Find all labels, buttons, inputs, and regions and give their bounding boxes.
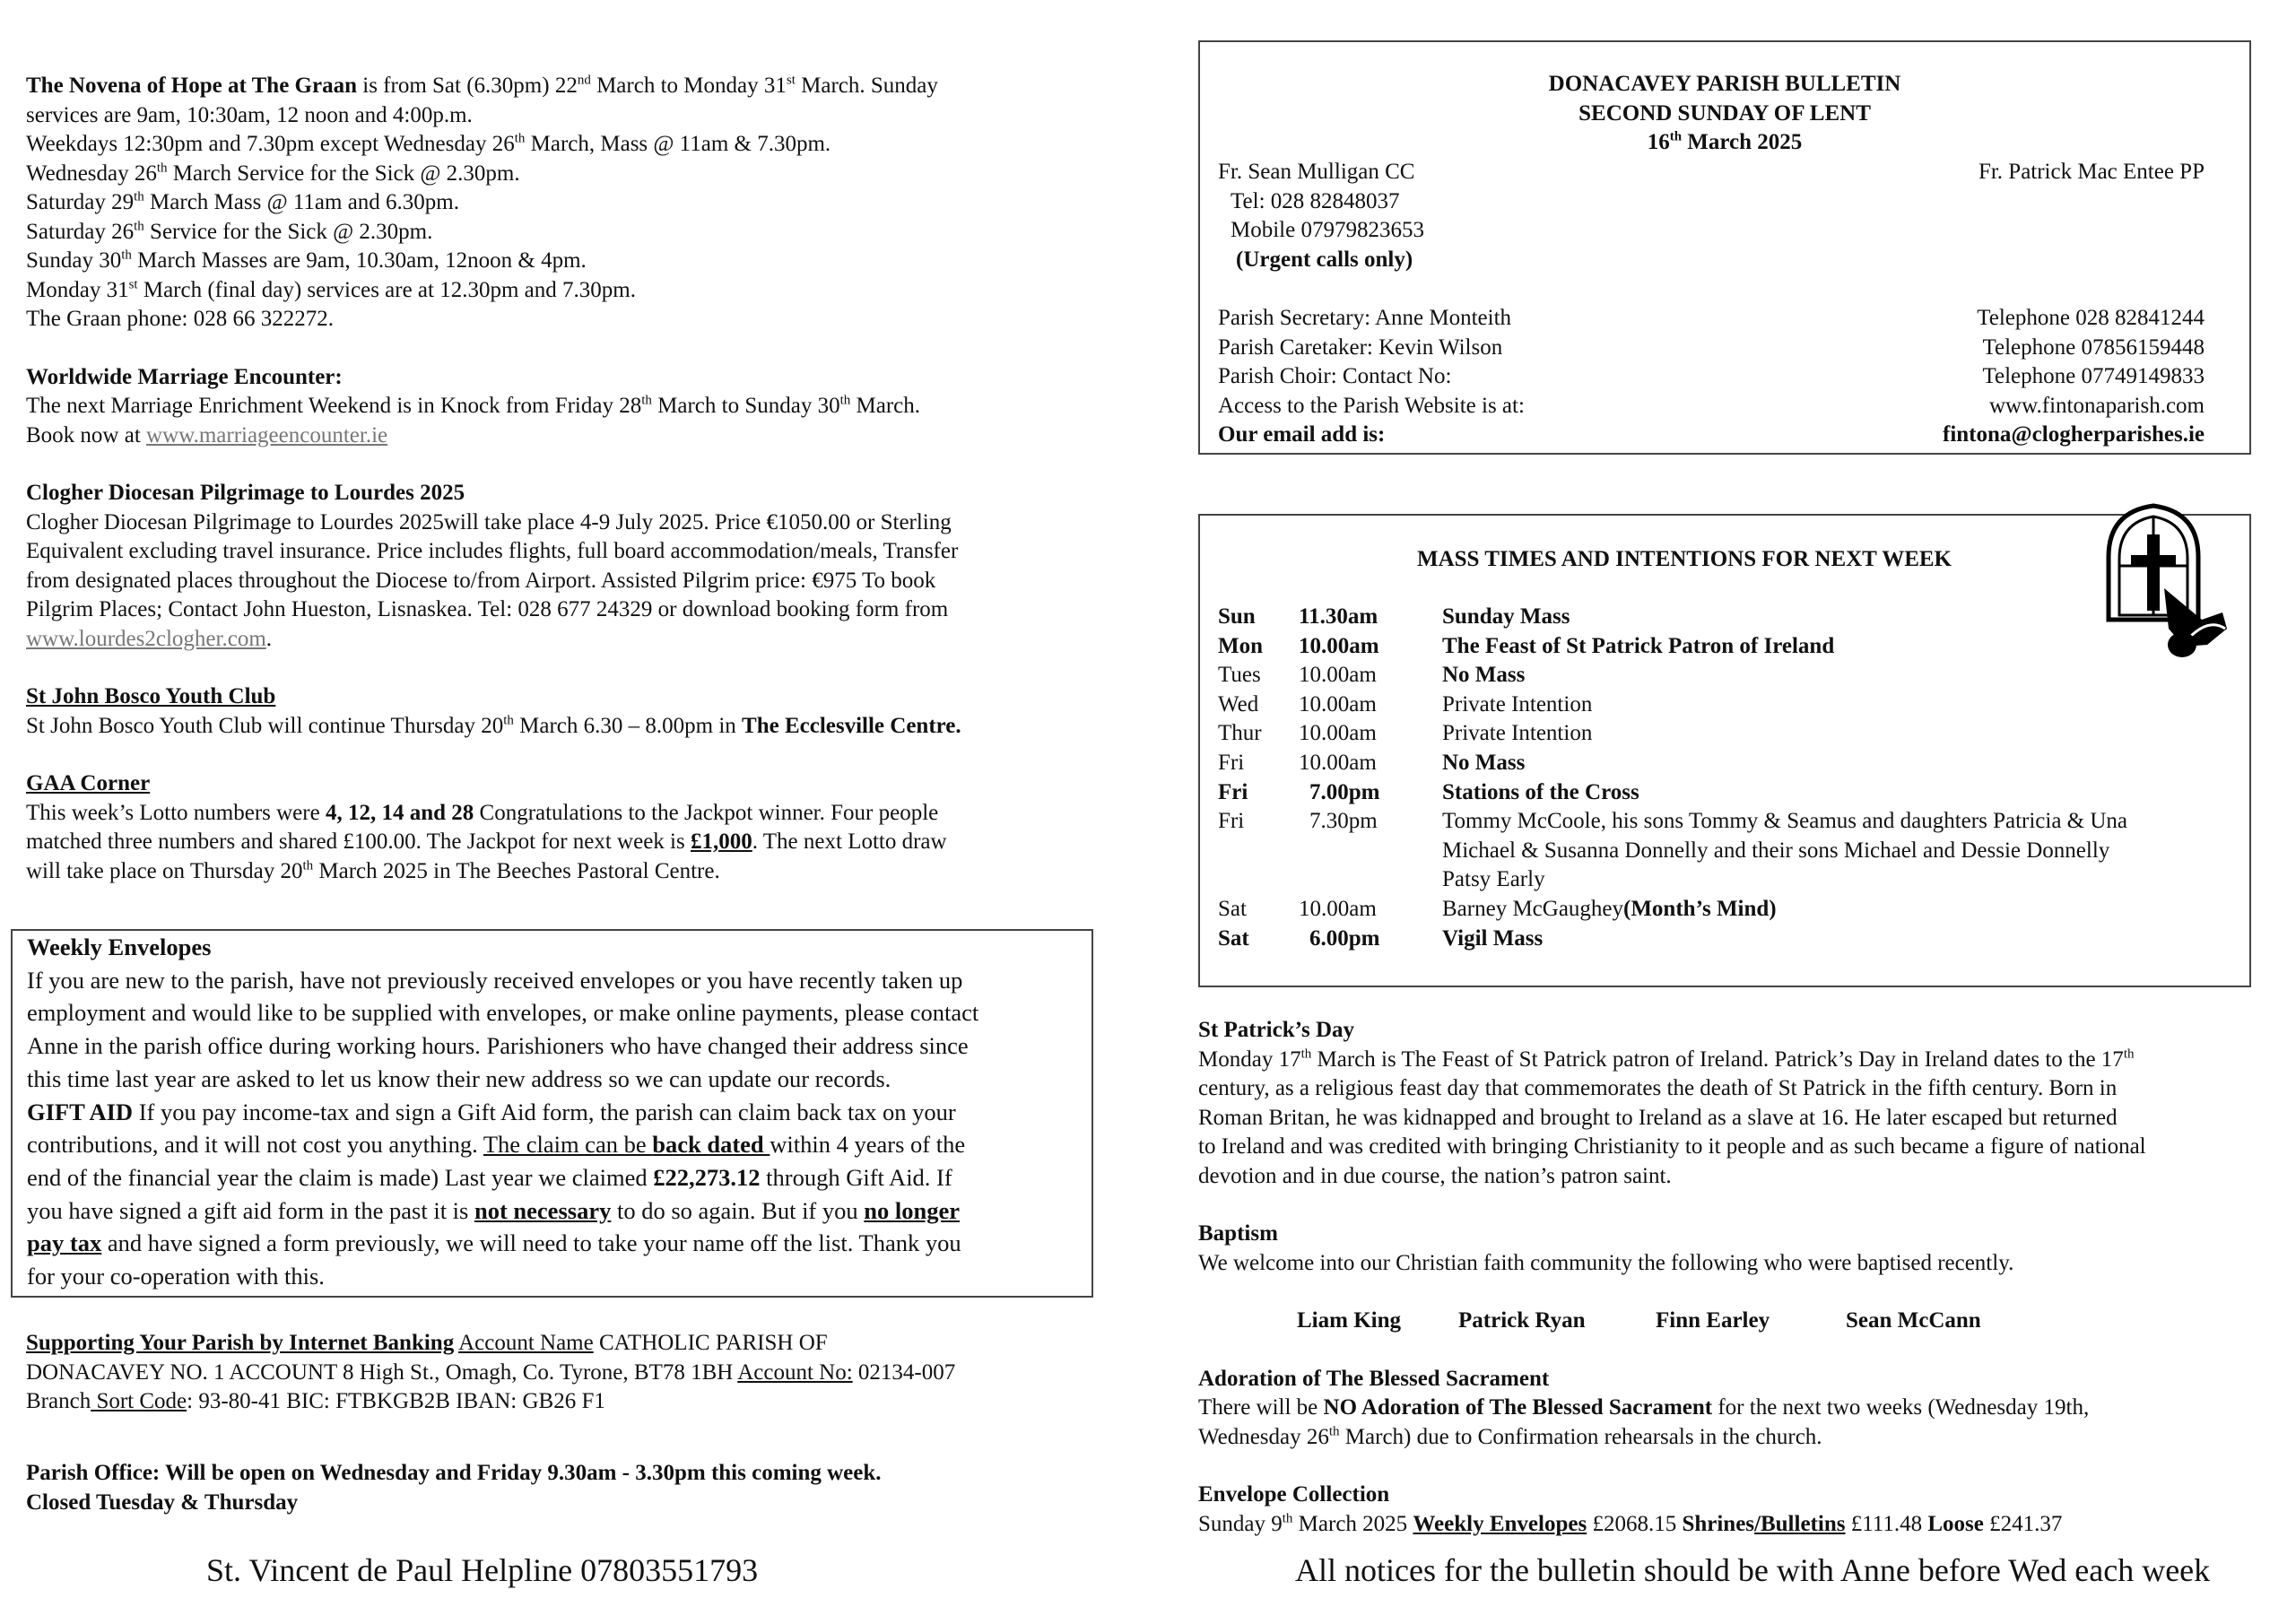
text: £111.48 xyxy=(1845,1511,1928,1536)
text: through Gift Aid. If xyxy=(760,1163,952,1191)
baptism-notice xyxy=(1198,1220,2257,1336)
text: March 2025 xyxy=(1682,130,1803,154)
contact-secretary xyxy=(1218,304,2205,334)
text: Shrines xyxy=(1682,1511,1755,1536)
sup: th xyxy=(839,393,851,408)
mass-row xyxy=(1218,690,1592,720)
text: The Graan phone: 028 66 322272. xyxy=(26,307,334,331)
text: Pilgrim Places; Contact John Hueston, Lisnaskea. Tel: 028 677 24329 or download booking form from xyxy=(26,597,949,621)
bulletin-subtitle: SECOND SUNDAY OF LENT xyxy=(1578,100,1871,126)
mass-row xyxy=(1218,719,1592,749)
mass-row xyxy=(1218,632,1834,662)
text: March Masses are 9am, 10.30am, 12noon & 4pm. xyxy=(131,248,587,273)
text: end of the financial year the claim is made) Last year we claimed xyxy=(27,1163,654,1191)
bulletin-title: DONACAVEY PARISH BULLETIN xyxy=(1548,72,1901,96)
bulletin-header-box xyxy=(1198,40,2251,455)
contact-email xyxy=(1218,421,2205,450)
novena-notice xyxy=(26,72,1084,334)
mass-row xyxy=(1218,837,2109,866)
text: £22,273.12 xyxy=(653,1163,761,1191)
mass-intention: Michael & Susanna Donnelly and their sons Michael and Dessie Donnelly xyxy=(1442,838,2110,863)
marriage-link[interactable]: www.marriageencounter.ie xyxy=(146,422,388,447)
mass-time: 10.00am xyxy=(1299,897,1377,921)
mass-day: Sun xyxy=(1218,604,1256,629)
banking-notice xyxy=(26,1329,1084,1417)
mass-day: Wed xyxy=(1218,691,1259,716)
lourdes-heading: Clogher Diocesan Pilgrimage to Lourdes 2025 xyxy=(26,481,465,505)
text: March 2025 xyxy=(1292,1511,1413,1536)
text: 16 xyxy=(1647,130,1670,154)
text: £241.37 xyxy=(1983,1511,2063,1536)
sup: st xyxy=(786,73,796,88)
text: £2068.15 xyxy=(1587,1511,1683,1536)
text: will take place on Thursday 20 xyxy=(26,858,303,883)
mass-intention-note: (Month’s Mind) xyxy=(1623,897,1777,921)
mass-time: 7.00pm xyxy=(1309,779,1380,804)
adoration-notice xyxy=(1198,1365,2257,1453)
text: The next Marriage Enrichment Weekend is in Knock from Friday 28 xyxy=(26,394,642,418)
text: Sunday 30 xyxy=(26,248,122,273)
mass-intention: No Mass xyxy=(1442,663,1526,688)
sup: th xyxy=(2123,1047,2135,1062)
collection-heading: Envelope Collection xyxy=(1198,1482,1390,1507)
text: to do so again. But if you xyxy=(611,1196,865,1224)
mass-time: 10.00am xyxy=(1299,751,1377,775)
text: The claim can be xyxy=(483,1131,653,1159)
mass-row xyxy=(1218,749,1525,778)
sup: st xyxy=(128,277,138,292)
text: within 4 years of the xyxy=(770,1131,966,1159)
sup: th xyxy=(121,248,132,263)
text: £1,000 xyxy=(690,829,752,854)
mass-intention: Stations of the Cross xyxy=(1442,779,1639,804)
mass-day xyxy=(1218,865,1299,895)
mass-day: Fri xyxy=(1218,751,1245,775)
text: Clogher Diocesan Pilgrimage to Lourdes 2025will take place 4-9 July 2025. Price €1050.00 or Sterling xyxy=(26,509,952,534)
text: pay tax xyxy=(27,1229,102,1257)
text: St John Bosco Youth Club will continue Thursday 20 xyxy=(26,713,504,738)
text: Parish Office: Will be open on Wednesday and Friday 9.30am - 3.30pm this coming week. xyxy=(26,1461,882,1485)
text: March. xyxy=(850,394,921,418)
mass-time xyxy=(1299,865,1442,895)
text: The Ecclesville Centre. xyxy=(742,713,961,738)
priest-tel: Tel: 028 82848037 xyxy=(1231,189,1400,213)
text: March 2025 in The Beeches Pastoral Centre. xyxy=(313,858,720,883)
sup: th xyxy=(1282,1511,1293,1526)
sup: nd xyxy=(577,73,591,88)
sup: th xyxy=(1669,129,1683,144)
text: Loose xyxy=(1927,1511,1984,1536)
lourdes-notice xyxy=(26,479,1084,654)
text: Parish Choir: Contact No: xyxy=(1218,364,1452,388)
text: Weekdays 12:30pm and 7.30pm except Wednesday 26 xyxy=(26,132,515,156)
text: NO Adoration of The Blessed Sacrament xyxy=(1323,1395,1713,1420)
text: Roman Britan, he was kidnapped and brought to Ireland as a slave at 16. He later escaped but returned xyxy=(1198,1105,2118,1130)
text: March is The Feast of St Patrick patron of Ireland. Patrick’s Day in Ireland dates to the 17 xyxy=(1311,1047,2124,1072)
mass-intention: Tommy McCoole, his sons Tommy & Seamus and daughters Patricia & Una xyxy=(1442,809,2128,834)
mass-day: Sat xyxy=(1218,897,1247,921)
marriage-heading: Worldwide Marriage Encounter: xyxy=(26,364,343,389)
text: We welcome into our Christian faith community the following who were baptised recently. xyxy=(1198,1250,2014,1275)
text: Telephone 028 82841244 xyxy=(1977,306,2205,330)
text: Wednesday 26 xyxy=(1198,1424,1329,1449)
marriage-notice xyxy=(26,363,1084,451)
text: for your co-operation with this. xyxy=(27,1263,325,1290)
gift-aid-label: GIFT AID xyxy=(27,1098,134,1125)
novena-heading: The Novena of Hope at The Graan xyxy=(26,74,357,98)
contact-website xyxy=(1218,392,2205,421)
text: There will be xyxy=(1198,1395,1324,1420)
gaa-heading: GAA Corner xyxy=(26,771,151,795)
sup: th xyxy=(503,713,514,728)
text: If you are new to the parish, have not previously received envelopes or you have recently taken up xyxy=(27,966,963,994)
lourdes-link[interactable]: www.lourdes2clogher.com xyxy=(26,626,266,651)
text: Monday 31 xyxy=(26,277,129,302)
text: : 93-80-41 BIC: FTBKGB2B IBAN: GB26 F1 xyxy=(187,1389,605,1413)
text: DONACAVEY NO. 1 ACCOUNT 8 High St., Omagh, Co. Tyrone, BT78 1BH xyxy=(26,1359,738,1385)
mass-row xyxy=(1218,925,1543,954)
st-patricks-heading: St Patrick’s Day xyxy=(1198,1018,1355,1042)
weekly-envelopes-box xyxy=(11,929,1093,1298)
mass-intention: Private Intention xyxy=(1442,721,1593,746)
text: . xyxy=(265,626,273,651)
sup: th xyxy=(514,131,526,146)
text: back dated xyxy=(652,1131,770,1159)
text: Parish Secretary: Anne Monteith xyxy=(1218,306,1512,330)
mass-intention: Private Intention xyxy=(1442,691,1593,716)
mass-day: Mon xyxy=(1218,633,1263,658)
text: March 6.30 – 8.00pm in xyxy=(513,713,743,738)
text: CATHOLIC PARISH OF xyxy=(593,1331,828,1355)
sup: th xyxy=(134,189,144,204)
text: March (final day) services are at 12.30pm and 7.30pm. xyxy=(137,277,636,302)
mass-row xyxy=(1218,807,2127,837)
text: employment and would like to be supplied with envelopes, or make online payments, please contact xyxy=(27,999,979,1027)
text: Closed Tuesday & Thursday xyxy=(26,1489,299,1515)
text: no longer xyxy=(864,1196,961,1224)
text: for the next two weeks (Wednesday 19th, xyxy=(1712,1395,2090,1420)
text: Congratulations to the Jackpot winner. Four people xyxy=(474,800,939,825)
baptism-name: Sean McCann xyxy=(1846,1308,1981,1333)
baptism-name: Patrick Ryan xyxy=(1458,1308,1586,1333)
mass-day: Fri xyxy=(1218,779,1248,804)
text: devotion and in due course, the nation’s patron saint. xyxy=(1198,1163,1672,1188)
sup: th xyxy=(156,161,168,176)
text: Saturday 29 xyxy=(26,190,135,214)
text: Telephone 07749149833 xyxy=(1982,364,2205,388)
mass-time: 11.30am xyxy=(1299,604,1378,629)
mass-row xyxy=(1218,661,1525,690)
website-link[interactable]: www.fintonaparish.com xyxy=(1989,394,2205,418)
text: Weekly Envelopes xyxy=(1413,1511,1587,1536)
youth-heading: St John Bosco Youth Club xyxy=(26,684,276,708)
priest-pp: Fr. Patrick Mac Entee PP xyxy=(1978,160,2205,184)
baptism-name: Liam King xyxy=(1297,1308,1401,1333)
bulletin-deadline-note: All notices for the bulletin should be with Anne before Wed each week xyxy=(1295,1552,2211,1588)
mass-row xyxy=(1218,778,1639,808)
text: March Service for the Sick @ 2.30pm. xyxy=(167,161,520,186)
text: If you pay income-tax and sign a Gift Aid form, the parish can claim back tax on your xyxy=(133,1098,956,1125)
text: Access to the Parish Website is at: xyxy=(1218,394,1525,418)
text: Parish Caretaker: Kevin Wilson xyxy=(1218,335,1503,360)
mass-time xyxy=(1299,837,1442,866)
text: Anne in the parish office during working hours. Parishioners who have changed their address since xyxy=(27,1032,969,1060)
contact-caretaker xyxy=(1218,334,2205,363)
text: is from Sat (6.30pm) 22 xyxy=(357,74,578,98)
text: Wednesday 26 xyxy=(26,161,157,186)
text: /Bulletins xyxy=(1754,1511,1846,1536)
text: March to Monday 31 xyxy=(590,74,787,98)
mass-time: 10.00am xyxy=(1299,663,1377,688)
baptism-names xyxy=(1297,1307,2257,1336)
svdp-helpline: St. Vincent de Paul Helpline 07803551793 xyxy=(206,1552,759,1588)
mass-times-title: MASS TIMES AND INTENTIONS FOR NEXT WEEK xyxy=(1417,547,1952,571)
text: . The next Lotto draw xyxy=(752,829,947,854)
text: 4, 12, 14 and 28 xyxy=(325,800,474,825)
mass-intention: Sunday Mass xyxy=(1442,604,1570,629)
mass-time: 10.00am xyxy=(1299,633,1379,658)
envelopes-heading: Weekly Envelopes xyxy=(27,934,212,960)
text: 02134-007 xyxy=(852,1359,956,1385)
banking-heading: Supporting Your Parish by Internet Banking xyxy=(26,1331,455,1355)
mass-intention: No Mass xyxy=(1442,751,1526,775)
text: Sunday 9 xyxy=(1198,1511,1283,1536)
text: Saturday 26 xyxy=(26,219,135,244)
text: services are 9am, 10:30am, 12 noon and 4:00p.m. xyxy=(26,102,473,127)
urgent-note: (Urgent calls only) xyxy=(1236,248,1413,272)
mass-times-box xyxy=(1198,514,2251,987)
sup: th xyxy=(302,858,314,873)
text: to Ireland and was credited with bringing Christianity to it people and as such became a figure of national xyxy=(1198,1134,2146,1159)
text: not necessary xyxy=(474,1196,612,1224)
text: contributions, and it will not cost you anything. xyxy=(27,1131,483,1159)
baptism-heading: Baptism xyxy=(1198,1221,1278,1246)
text: March. Sunday xyxy=(795,74,938,98)
sup: th xyxy=(641,393,652,408)
text: you have signed a gift aid form in the past it is xyxy=(27,1196,474,1224)
mass-row xyxy=(1218,865,1545,895)
sup: th xyxy=(1300,1047,1312,1062)
mass-day: Tues xyxy=(1218,663,1261,688)
text: March to Sunday 30 xyxy=(651,394,840,418)
priest-mobile: Mobile 07979823653 xyxy=(1231,218,1424,242)
mass-row xyxy=(1218,603,1570,632)
mass-row xyxy=(1218,895,1777,925)
sup: th xyxy=(134,219,144,234)
st-patricks-day-notice xyxy=(1198,1016,2257,1191)
text: Service for the Sick @ 2.30pm. xyxy=(144,219,433,244)
text: Sort Code xyxy=(91,1389,187,1413)
mass-time: 6.00pm xyxy=(1309,925,1380,951)
gaa-notice xyxy=(26,769,1084,886)
left-column xyxy=(26,72,1084,915)
text: Our email add is: xyxy=(1218,422,1386,447)
text: This week’s Lotto numbers were xyxy=(26,800,326,825)
text: this time last year are asked to let us know their new address so we can update our records. xyxy=(27,1064,891,1092)
mass-intention: Barney McGaughey xyxy=(1442,897,1624,921)
text: Account No: xyxy=(737,1359,853,1385)
text: March) due to Confirmation rehearsals in the church. xyxy=(1339,1424,1822,1449)
text: Branch xyxy=(26,1389,91,1413)
sup: th xyxy=(1328,1424,1340,1439)
baptism-name: Finn Earley xyxy=(1656,1308,1770,1333)
priest-cc: Fr. Sean Mulligan CC xyxy=(1218,160,1415,184)
church-window-praying-hands-icon xyxy=(2101,503,2236,664)
text: March Mass @ 11am and 6.30pm. xyxy=(144,190,460,214)
mass-time: 10.00am xyxy=(1299,691,1377,716)
mass-day xyxy=(1218,837,1299,866)
text: Equivalent excluding travel insurance. Price includes flights, full board accommodation/meals, Transfer xyxy=(26,539,959,563)
envelope-collection-notice xyxy=(1198,1481,2257,1539)
mass-intention: The Feast of St Patrick Patron of Ireland xyxy=(1442,633,1835,658)
text: Monday 17 xyxy=(1198,1047,1301,1072)
text: Book now at xyxy=(26,422,147,447)
parish-office-notice xyxy=(26,1459,1084,1517)
text: from designated places throughout the Diocese to/from Airport. Assisted Pilgrim price: €975 To book xyxy=(26,568,936,593)
contact-choir xyxy=(1218,362,2205,392)
mass-intention: Vigil Mass xyxy=(1442,925,1544,951)
text: and have signed a form previously, we will need to take your name off the list. Thank you xyxy=(101,1229,961,1257)
text: matched three numbers and shared £100.00. The Jackpot for next week is xyxy=(26,829,691,854)
mass-day: Sat xyxy=(1218,925,1249,951)
text: century, as a religious feast day that commemorates the death of St Patrick in the fifth century. Born in xyxy=(1198,1076,2118,1100)
text: March, Mass @ 11am & 7.30pm. xyxy=(525,132,831,156)
youth-club-notice xyxy=(26,682,1084,741)
text: Telephone 07856159448 xyxy=(1982,335,2205,360)
mass-intention: Patsy Early xyxy=(1442,867,1545,892)
adoration-heading: Adoration of The Blessed Sacrament xyxy=(1198,1366,1550,1391)
right-notices xyxy=(1198,1016,2257,1539)
mass-day: Thur xyxy=(1218,721,1262,746)
mass-day: Fri xyxy=(1218,809,1245,834)
mass-time: 7.30pm xyxy=(1309,809,1378,834)
mass-time: 10.00am xyxy=(1299,721,1377,746)
text: Account Name xyxy=(458,1331,594,1355)
email-link[interactable]: fintona@clogherparishes.ie xyxy=(1943,422,2205,447)
